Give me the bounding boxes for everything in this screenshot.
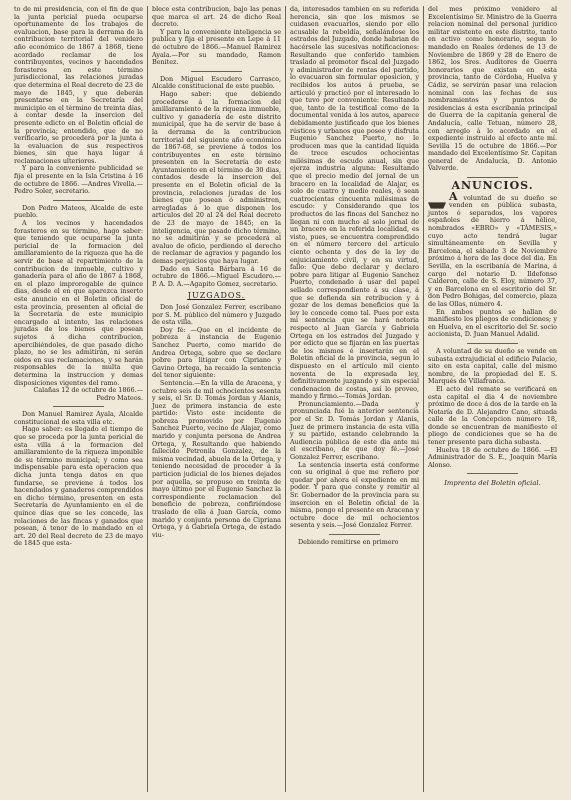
edict-calanas-heading: Don Pedro Mateos, Alcalde de este pueblo. <box>14 203 143 220</box>
court-notice-pronunciamiento: Pronunciamiento.—Dada y pronunciada fué la anterior sentencia por el Sr. D. Tomás Jordan y Alanis, Juez de primera instancia de esta villa y su partido, estando celebrando la Audiencia pública de este dia ante mi el escribano, de que doy fé.—José Gonzalez Ferrer, escribano. <box>290 399 419 462</box>
edict-calanas-signature: Calañas 12 de octubre de 1866.—Pedro Mateos. <box>33 386 143 402</box>
steamship-auction-conditions: En ambos puntos se hallan de manifiesto los pliegos de condiciones; y en Huelva, en el escritorio del Sr. socio accionista, D. Juan Manuel Adalid. <box>428 307 557 339</box>
court-notice-continuation: da, interesados tambien en su referida herencia, sin que los mismos se cuidasen evacuarlos, siendo por ello acusable la rebeldía, señalándose los estrados del Juzgado, donde habrian de hacérsele las sucesivas notificaciones: Resultando que conferido tambien traslado al promotor fiscal del Juzgado y administrador de rentas del partido, lo evacuaron sin formular oposicion, y recibidos los autos á prueba, se articuló y practicó por el interesado lo que tuvo por conveniente: Resultando que, tanto de la testifical como de la documental venida á los autos, aparece debidamente justificado que los bienes rústicos y urbanos que posee y disfruta Eugenio Sanchez Puerto, no le producen mas que la cantidad líquida de trece escudos ochocientas milésimas de escudo anual, sin que ejerza industria alguna: Resultando que el precio medio del jornal de un bracero en la localidad de Alajar, es solo de cuatro y medio reales, ó sean cuatrocientas cincuenta milésimas de escudo: y Considerando que los productos de las fincas del Sanchez no llegan ni con mucho al solo jornal de un bracero en la referida localidad, es visto, pues, se encuentra comprendido en el número tercero del artículo ciento ochenta y dos de la ley de enjuiciamiento civil, y en su virtud, fallo: Que debo declarar y declaro pobre para litigar al Eugenio Sanchez Puerto, condenado á usar del papel sellado correspondiente á su clase, á que se defienda sin retribucion y á gozar de los demas beneficios que la ley le concede como tal. Pues por esta mi sentencia que se hará notoria respecto al Juan García y Gabriela Ortega en los estrados del Juzgado y por edicto que se fijarán en las puertas de los mismos é insertarán en el Boletin oficial de la provincia, segun lo dispuesto en el artículo mil ciento noventa de la expresada ley, definitivamente juzgando y sin especial condenacion de costas, así lo proveo, mando y firmo.—Tomás Jordan. <box>290 6 419 401</box>
separator <box>467 177 519 178</box>
printer-imprint: Imprenta del Boletin oficial. <box>444 479 541 488</box>
separator <box>467 473 519 474</box>
court-notice-doy-fe: Doy fé: —Que en el incidente de pobreza á instancia de Eugenio Sanchez Puerto, como marido de Andrea Ortega, sobre que se declare pobre para litigar con Cipriano y Gavino Ortega, ha recaido la sentencia del tenor siguiente: <box>152 325 281 380</box>
edict-santa-barbara-signature: Dado en Santa Bárbara á 16 de octubre de 1866.—Miguel Escudero.—P. A. D. A.—Agapito Gomez, secretario. <box>152 264 281 288</box>
edict-isla-cristina-closing: Y para la conveniente publicidad se fija el presente en la Isla Cristina á 16 de octubre de 1866. —Andres Vivella.—Pedro Soler, secretario. <box>14 164 143 196</box>
steamship-auction-body: voluntad de su dueño se venden en pública subasta, juntos ó separados, los vapores españoles de hierro á hélice, nombrados «EBRO» y «TÁMESIS,» cuyo acto tendrá lugar simultáneamente en Sevilla y Barcelona, el sábado 3 de Noviembre próximo á hora de las doce del dia. En Sevilla, en la escribanía de Marina, á cargo del notario D. Ildefonso Calderon, calle de S. Eloy, número 37, y en Barcelona en el escritorio del Sr. don Pedro Bohigas, del comercio, plaza de las Ollas, número 4. <box>428 193 557 308</box>
palace-auction-details: El acto del remate se verificará en esta capital el dia 4 de noviembre próximo de doce á dos de la tarde en la Notaría de D. Alejandro Cano, situada calle de la Concepcion número 18, donde se encuentran de manifiesto el pliego de condiciones que se ha de tener presente para dicha subasta. <box>428 384 557 447</box>
palace-auction-signature: Huelva 18 de octubre de 1866. —El Administrador de S. E., Joaquin María Alonso. <box>428 445 557 469</box>
section-heading-juzgados: JUZGADOS. <box>187 291 246 301</box>
edict-lepe-heading: Don Manuel Ramirez Ayala, Alcalde constitucional de esta villa etc. <box>14 410 143 426</box>
drop-cap: A <box>449 189 458 203</box>
edict-lepe-continuation: blece esta contribucion, bajo las penas que marca el art. 24 de dicho Real decreto. <box>152 6 281 29</box>
court-notice-heading: Don José Gonzalez Ferrer, escribano por S. M. público del número y Juzgado de esta villa. <box>152 302 281 327</box>
edict-santa-barbara-heading: Don Miguel Escudero Carrasco, Alcalde constitucional de este pueblo. <box>152 74 281 91</box>
edict-isla-cristina-body: to de mi presidencia, con el fin de que la junta pericial pueda ocuparse oportunamente de los trabajos de evaluacion, base para la derrama de la contribucion territorial del venidero año económico de 1867 á 1868, tiene acordado reclamar de los contribuyentes, vecinos y hacendados forasteros en este término jurisdiccional, las relaciones juradas que determina el Real decreto de 23 de mayo de 1845, y que deberán presentarse en la Secretaría del municipio en el término de treinta dias, á contar desde la insercion del presente edicto en el Boletin oficial de la provincia; entendido, que de no verificarlo, se procederá por la junta á la evaluacion de sus respectivos bienes, sin que haya lugar á reclamaciones ulteriores. <box>14 6 143 165</box>
separator <box>329 534 381 535</box>
steamship-icon <box>428 195 446 209</box>
column-3 <box>286 6 423 792</box>
court-notice-certification: La sentencia inserta está conforme con su original á que me refiero por quedar por ahora el expediente en mi poder. Y para que conste y remitir al Sr. Gobernador de la provincia para su insercion en el Boletin oficial de la misma, pongo el presente en Aracena y octubre doce de mil ochocientos sesenta y seis.—José Gonzalez Ferrer. <box>290 460 419 530</box>
edict-santa-barbara-body: Hago saber: que debiendo procederse á la formacion del amillaramiento de la riqueza inmueble, cultivo y ganadería de este distrito municipal, que ha de servir de base á la derrama de la contribucion territorial del siguiente año económico de 1867-68, se previene á todos los contribuyentes en este término presenten en la Secretaría de este Ayuntamiento en el término de 30 dias, contados desde la insercion del presente en el Boletin oficial de la provincia, relaciones juradas de los bienes que posean ó administren, arregladas á lo que disponen los artículos del 20 al 24 del Real decreto de 23 de mayo de 1845; en la inteligencia, que pasado dicho término, no se admitirán y se procederá al avaluo de oficio, perdiendo el derecho de reclamar de agravios y pagando los demas perjuicios que haya lugar. <box>152 89 281 265</box>
separator <box>191 71 243 72</box>
military-notice-start: Debiendo remitirse en primero <box>298 537 399 546</box>
court-notice-sentencia: Sentencia.—En la villa de Aracena, y octubre seis de mil ochocientos sesenta y seis, el Sr. D. Tomás Jordan y Alanis, Juez de primera instancia de este partido: Visto este incidente de pobreza promovido por Eugenio Sanchez Puerto, vecino de Alajar, como marido y conjunta persona de Andrea Ortega, y, Resultando que habiendo fallecido Petronila Gonzalez, de la misma vecindad, abuela de la Ortega, y teniendo necesidad de proceder á la particion judicial de los bienes dejados por aquella, se propuso en treinta de mayo último por el Eugenio Sanchez la correspondiente reclamacion del beneficio de pobreza, confiriéndose traslado de ella á Juan García, como marido y conjunta persona de Cipriana Ortega, y á Gabriela Ortega, de estado viu- <box>152 378 281 539</box>
edict-lepe-body: Hago saber: es llegado el tiempo de que se proceda por la junta pericial de esta villa á la formacion del amillaramiento de la riqueza imponible de su término municipal; y como sea indispensable para esta operacion que dicha junta tenga datos en que fundarse, se previene á todos los hacendados y ganaderos comprendidos en dicho término, presenten en esta Secretaría de Ayuntamiento en el de quince dias que se les concede, las relaciones de las fincas y ganados que posean, á tenor de lo mandado en el art. 20 del Real decreto de 23 de mayo de 1845 que esta- <box>14 425 143 548</box>
steamship-auction-notice <box>428 189 557 309</box>
palace-auction-body: A voluntad de su dueño se vende en subasta extrajudicial el edificio Palacio, sito en esta capital, calle del mismo nombre, de la propiedad del E. S. Marqués de Villafranca. <box>428 346 557 386</box>
column-4 <box>424 6 561 792</box>
section-heading-anuncios: ANUNCIOS. <box>451 179 534 193</box>
separator <box>53 406 105 407</box>
military-notice-continuation: del mes próximo venidero al Excelentísimo Sr. Ministro de la Guerra relacion nominal del personal jurídico militar existente en este distrito, tanto en activo como honorario, segun lo mandado en Reales órdenes de 13 de Noviembre de 1869 y 28 de Enero de 1862, los Sres. Auditores de Guerra honorarios que existan en esta provincia, tanto de Córdoba, Huelva y Cádiz, se servirán pasar una relacion nominal con las fechas de sus nombramientos y puntos de residencias á esta escribanía principal de Guerra de la capitanía general de Andalucía, calle Tetuan, número 28, con arreglo á lo acordado en el expediente instruido al efecto ante mí. Sevilla 15 de octubre de 1866.—Por mandado del Excelentísimo Sr. Capitan general de Andalucía, D. Antonio Valverde. <box>428 6 557 173</box>
separator <box>53 200 105 201</box>
column-1 <box>10 6 147 792</box>
edict-lepe-closing: Y para la conveniente inteligencia se publica y fija el presente en Lepe á 11 de octubre de 1866.—Manuel Ramirez Ayala.—Por su mandado, Ramon Benitez. <box>152 27 281 67</box>
column-2 <box>148 6 285 792</box>
separator <box>467 343 519 344</box>
edict-calanas-body: A los vecinos y hacendados forasteros en su término, hago saber: que teniendo que ocuparse la junta pericial de la formacion del amillaramiento de la riqueza que ha de servir de base al repartimiento de la contribucion de inmueble, cultivo y ganadería para el año de 1867 á 1868, en el plazo improrogable de quince dias, desde el en que aparezca inserto este anuncio en el Boletin oficial de esta provincia, presenten al oficial de la Secretaría de este municipio encargado al intento, las relaciones juradas de los bienes que posean sujetos á dicha contribucion, apercibiéndoles, de que pasado dicho plazo, no se les admitirán, ni serán oidos en sus reclamaciones, y se harán responsables de la multa que determina la instruccion y demas disposiciones vigentes del ramo. <box>14 219 143 387</box>
